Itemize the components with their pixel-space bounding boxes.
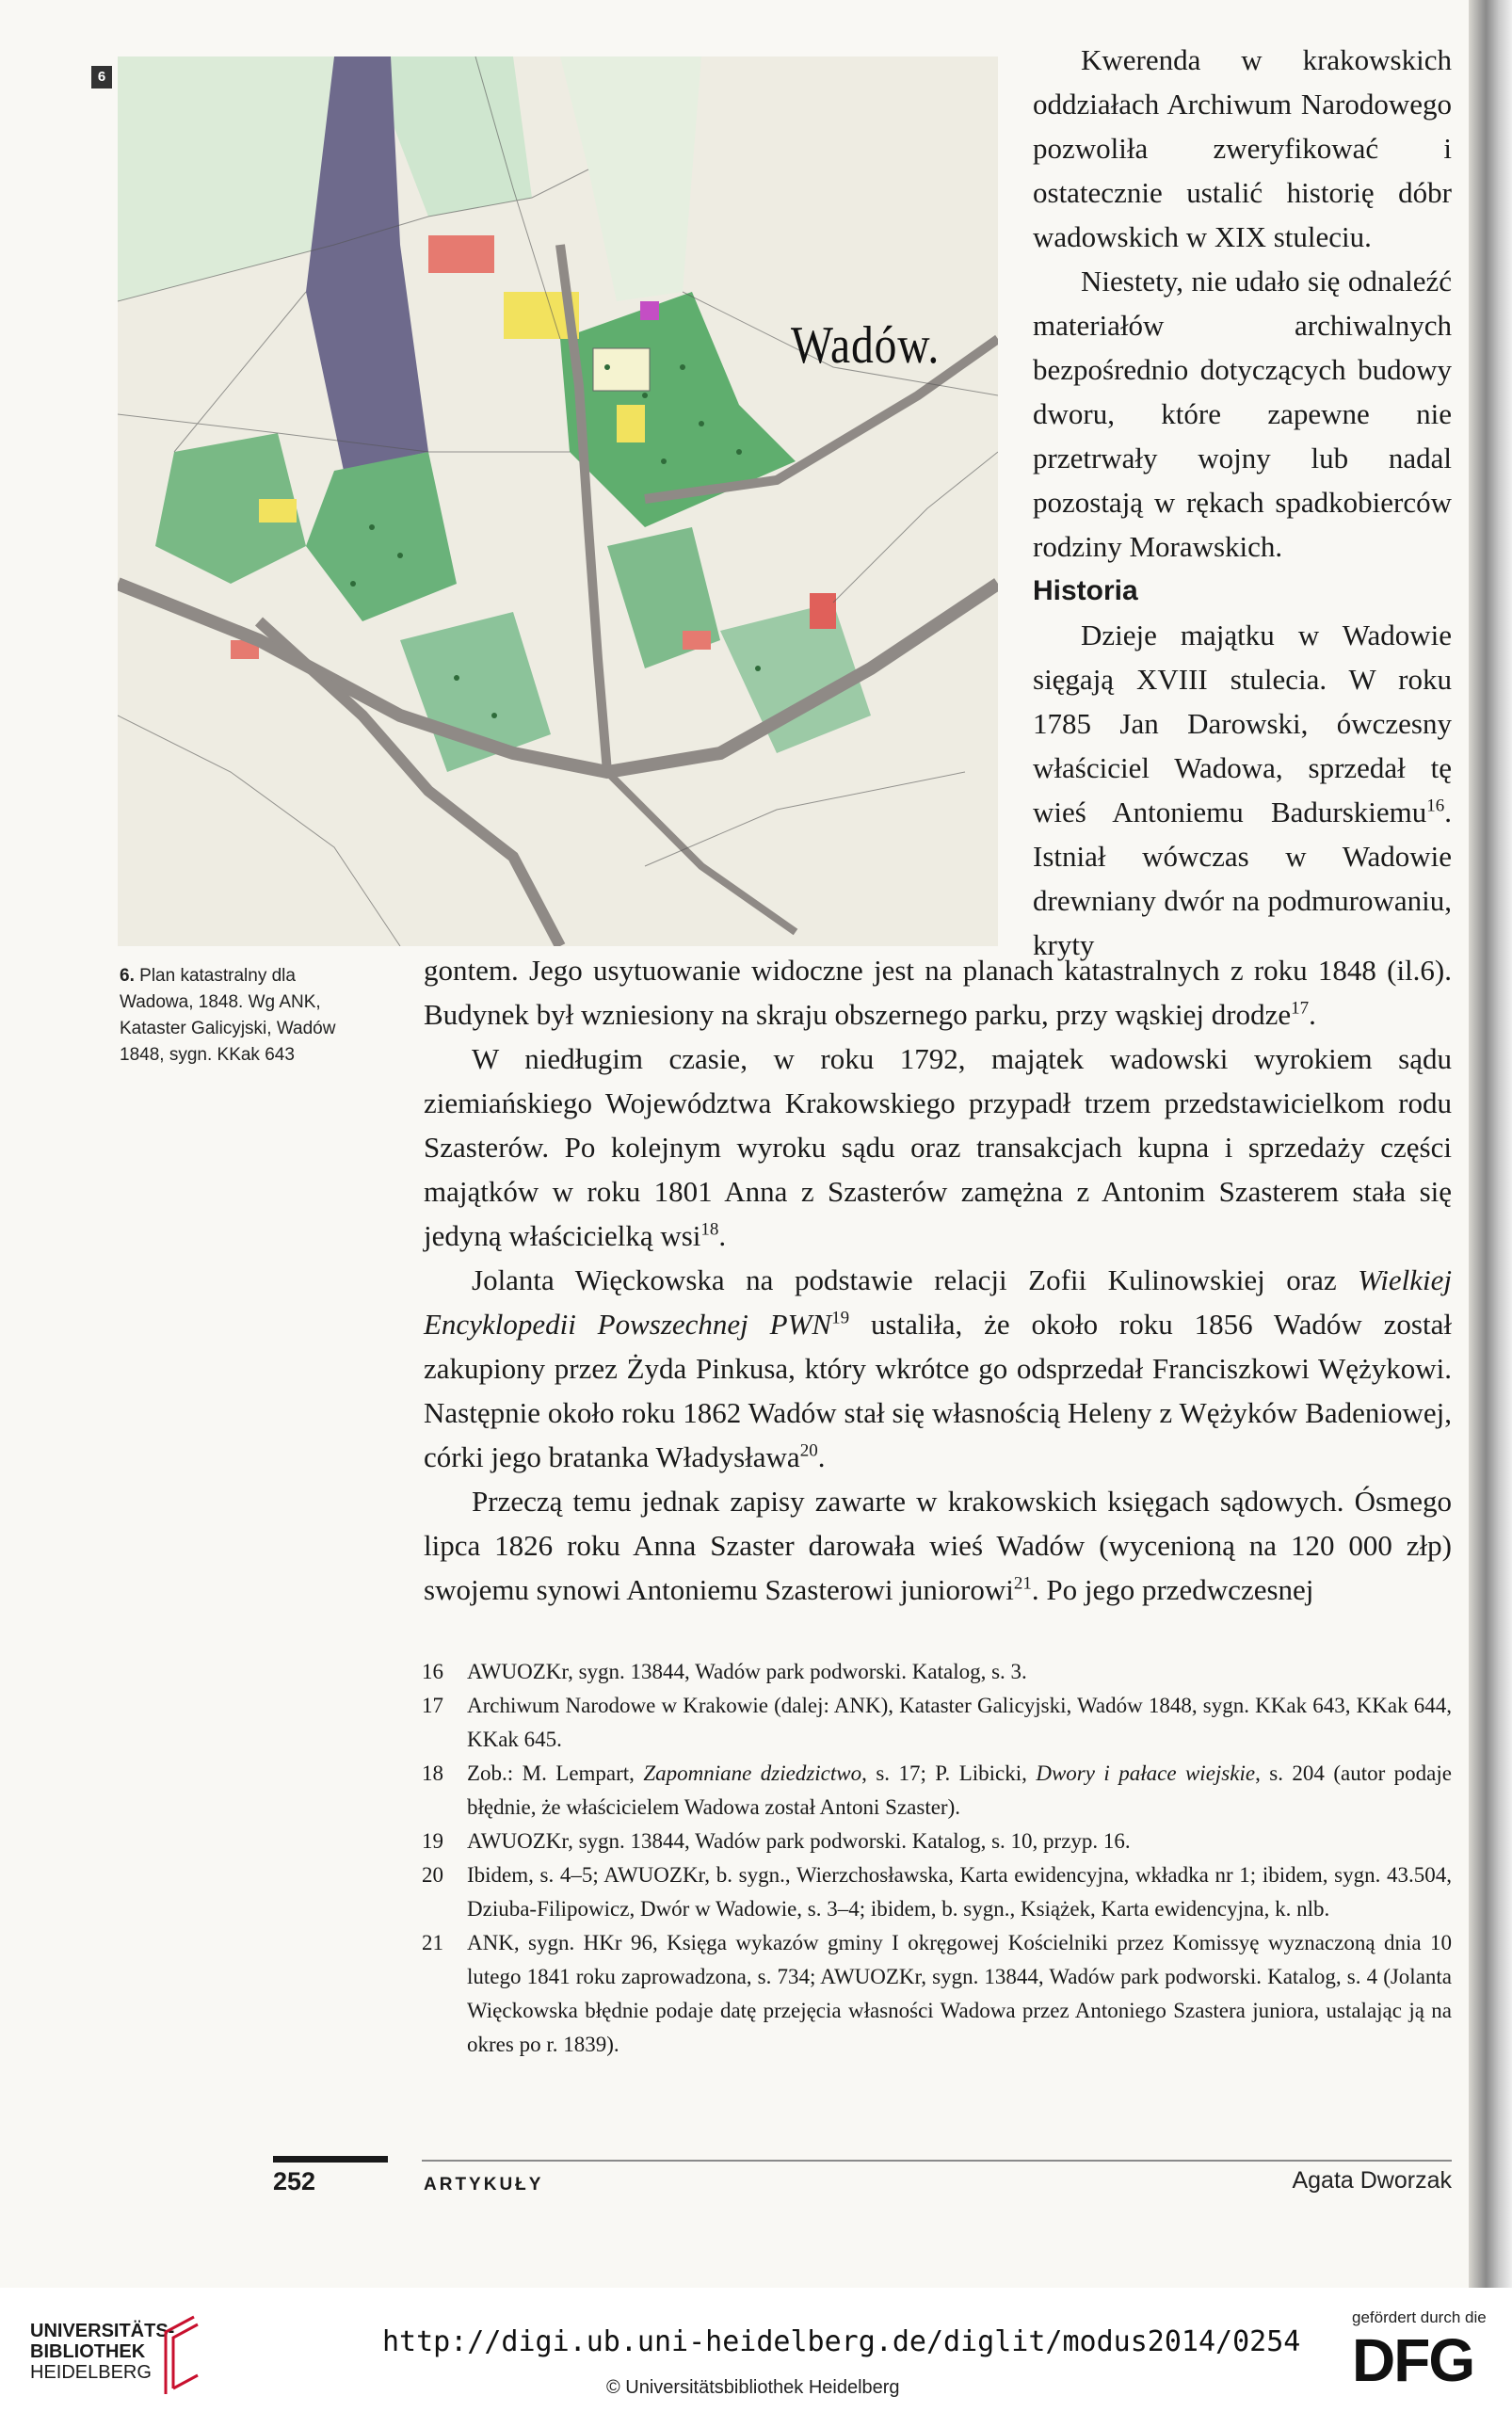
italic-title: Zapomniane dziedzictwo <box>643 1761 862 1785</box>
paragraph <box>424 1037 1452 1258</box>
right-column-text <box>1033 38 1452 967</box>
text-span: Jolanta Więckowska na podstawie relacji Zofii Kulinowskiej oraz <box>472 1263 1359 1296</box>
footnote-ref: 21 <box>1013 1573 1032 1594</box>
caption-line-2: Wadowa, 1848. Wg ANK, <box>120 992 321 1012</box>
footnote-text: ANK, sygn. HKr 96, Księga wykazów gminy I okręgowej Kościelniki przez Komissyę wyznaczoną dnia 10 lutego 1841 roku zaprowadzona, s. 734; AWUOZKr, sygn. 13844, Wadów park podworski. Katalog, s. 4 (Jolanta Więckowska błędnie podaje datę przejęcia własności Wadowa przez Antoniego Szastera juniora, ustalając ją na okres po r. 1839). <box>467 1931 1452 2056</box>
footnote <box>422 1926 1452 2062</box>
footnote-text: Zob.: M. Lempart, <box>467 1761 644 1785</box>
copyright-text: © Universitätsbibliothek Heidelberg <box>606 2377 900 2398</box>
footnote-number: 19 <box>422 1829 443 1853</box>
footnote-ref: 16 <box>1426 796 1445 816</box>
page-number: 252 <box>273 2167 316 2195</box>
caption-line-4: 1848, sygn. KKak 643 <box>120 1045 295 1065</box>
funding-label: gefördert durch die <box>1352 2308 1487 2326</box>
footnote-text: , s. 204 (autor podaje błędnie, że właścicielem Wadowa został Antoni Szaster). <box>467 1761 1452 1819</box>
footnote-number: 17 <box>422 1694 443 1717</box>
map-title: Wadów. <box>791 316 941 375</box>
italic-title: Wielkiej Encyklopedii Powszechnej PWN <box>424 1263 1452 1341</box>
figure-number-badge: 6 <box>91 66 112 88</box>
footnote-text: Archiwum Narodowe w Krakowie (dalej: ANK), Kataster Galicyjski, Wadów 1848, sygn. KKak 643, KKak 644, KKak 645. <box>467 1694 1452 1751</box>
footnotes <box>422 1655 1452 2062</box>
footnote-text: AWUOZKr, sygn. 13844, Wadów park podworski. Katalog, s. 10, przyp. 16. <box>467 1829 1131 1853</box>
footnote-text: Ibidem, s. 4–5; AWUOZKr, b. sygn., Wierzchosławska, Karta ewidencyjna, wkładka nr 1; ibidem, sygn. 43.504, Dziuba-Filipowicz, Dwór w Wadowie, s. 3–4; ibidem, b. sygn., Książek, Karta ewidencyjna, k. nlb. <box>467 1863 1452 1921</box>
footnote-ref: 19 <box>831 1308 850 1328</box>
text-span: . <box>1309 998 1316 1031</box>
document-url-link[interactable]: http://digi.ub.uni-heidelberg.de/diglit/modus2014/0254 <box>382 2325 1301 2358</box>
footnote-number: 16 <box>422 1660 443 1683</box>
paragraph <box>1033 613 1452 967</box>
section-label: ARTYKUŁY <box>424 2175 544 2195</box>
footnote-number: 20 <box>422 1863 443 1887</box>
footnote <box>422 1858 1452 1926</box>
cadastral-map-image <box>118 56 998 946</box>
footer-rule <box>422 2160 1452 2162</box>
paragraph <box>424 948 1452 1037</box>
text-span: . <box>817 1440 826 1473</box>
figure-caption <box>120 963 402 1069</box>
caption-number: 6. <box>120 966 135 986</box>
paragraph <box>424 1479 1452 1612</box>
footnote-text: AWUOZKr, sygn. 13844, Wadów park podworski. Katalog, s. 3. <box>467 1660 1027 1683</box>
library-line-1: UNIVERSITÄTS- <box>30 2321 175 2341</box>
footer-rule-bold <box>273 2156 388 2163</box>
text-span: Dzieje majątku w Wadowie sięgają XVIII stulecia. W roku 1785 Jan Darowski, ówczesny właściciel Wadowa, sprzedał tę wieś Antoniemu Badurskiemu <box>1033 619 1452 828</box>
paragraph: Niestety, nie udało się odnaleźć materiałów archiwalnych bezpośrednio dotyczących budowy dworu, które zapewne nie przetrwały wojny lub nadal pozostają w rękach spadkobierców rodziny Morawskich. <box>1033 265 1452 563</box>
library-name <box>30 2321 174 2383</box>
author-name: Agata Dworzak <box>1292 2167 1452 2194</box>
dfg-logo: DFG <box>1352 2326 1474 2394</box>
italic-title: Dwory i pałace wiejskie <box>1036 1761 1256 1785</box>
section-heading: Historia <box>1033 575 1138 606</box>
footnote-ref: 20 <box>799 1440 818 1461</box>
library-line-3: HEIDELBERG <box>30 2362 152 2383</box>
paragraph: Kwerenda w krakowskich oddziałach Archiwum Narodowego pozwoliła zweryfikować i ostatecznie ustalić historię dóbr wadowskich w XIX stuleciu. <box>1033 43 1452 253</box>
text-span: ustaliła, że około roku 1856 Wadów został zakupiony przez Żyda Pinkusa, który wkrótce go odsprzedał Franciszkowi Wężykowi. Następnie około roku 1862 Wadów stał się własnością Heleny z Wężyków Badeniowej, córki jego bratanka Władysława <box>424 1308 1452 1473</box>
library-logo-icon <box>156 2313 201 2398</box>
footnote-number: 21 <box>422 1931 443 1954</box>
text-span: . Po jego przedwczesnej <box>1031 1573 1314 1606</box>
main-text <box>424 948 1452 1612</box>
text-span: . <box>718 1219 727 1252</box>
footnote-number: 18 <box>422 1761 443 1785</box>
text-span: W niedługim czasie, w roku 1792, majątek wadowski wyrokiem sądu ziemiańskiego Województwa Krakowskiego przypadł trzem przedstawicielkom rodu Szasterów. Po kolejnym wyroku sądu oraz transakcjach kupna i sprzedaży części majątków w roku 1801 Anna z Szasterów zamężna z Antonim Szasterem stała się jedyną właścicielką wsi <box>424 1042 1452 1252</box>
text-span: . Istniał wówczas w Wadowie drewniany dwór na podmurowaniu, kryty <box>1033 796 1452 961</box>
text-span: gontem. Jego usytuowanie widoczne jest na planach katastralnych z roku 1848 (il.6). Budynek był wzniesiony na skraju obszernego parku, przy wąskiej drodze <box>424 954 1452 1031</box>
footnote <box>422 1825 1452 1858</box>
caption-line-3: Kataster Galicyjski, Wadów <box>120 1019 336 1038</box>
paragraph <box>424 1258 1452 1479</box>
footnote-ref: 18 <box>700 1219 719 1240</box>
footnote-ref: 17 <box>1291 998 1310 1019</box>
caption-line-1: Plan katastralny dla <box>139 966 296 986</box>
library-line-2: BIBLIOTHEK <box>30 2341 146 2362</box>
footnote-text: , s. 17; P. Libicki, <box>861 1761 1037 1785</box>
footnote <box>422 1655 1452 1689</box>
footnote <box>422 1689 1452 1757</box>
text-span: Przeczą temu jednak zapisy zawarte w krakowskich księgach sądowych. Ósmego lipca 1826 roku Anna Szaster darowała wieś Wadów (wycenioną na 120 000 złp) swojemu synowi Antoniemu Szasterowi juniorowi <box>424 1485 1452 1606</box>
footnote <box>422 1757 1452 1825</box>
book-edge <box>1469 0 1512 2288</box>
